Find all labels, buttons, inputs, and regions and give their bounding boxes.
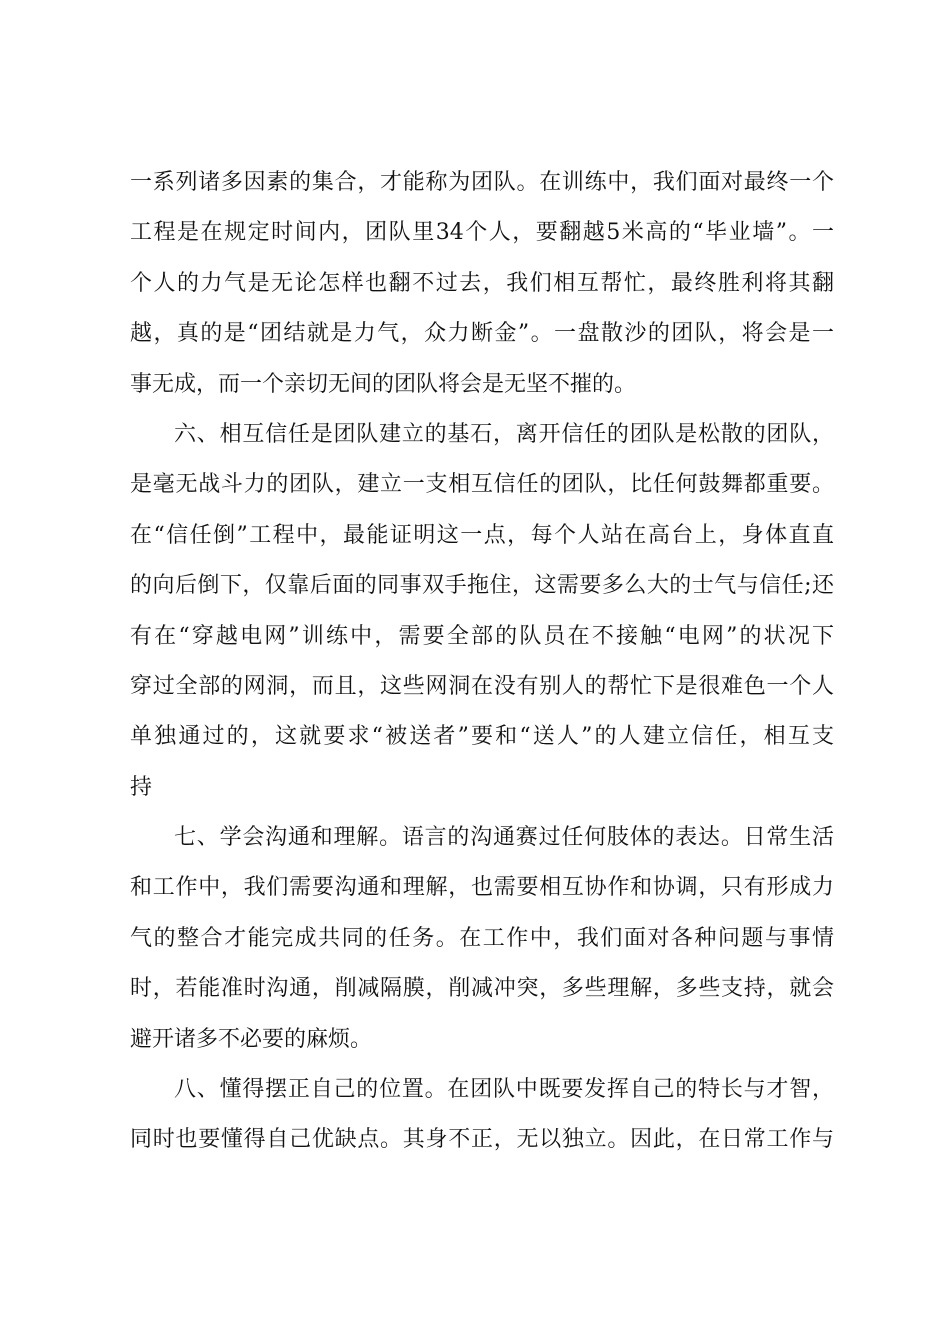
text-line: 六、相互信任是团队建立的基石，离开信任的团队是松散的团队， xyxy=(174,421,834,447)
document-page xyxy=(130,158,834,1166)
paragraph-4 xyxy=(130,1065,834,1166)
text-line: 一系列诸多因素的集合，才能称为团队。在训练中，我们面对最终一个 xyxy=(130,170,834,195)
text-line: 穿过全部的网洞，而且，这些网洞在没有别人的帮忙下是很难色一个人 xyxy=(130,673,834,699)
text-line: 单独通过的，这就要求“被送者”要和“送人”的人建立信任，相互支 xyxy=(130,724,834,750)
text-line: 在“信任倒”工程中，最能证明这一点，每个人站在高台上，身体直直 xyxy=(130,522,834,548)
text-line: 事无成，而一个亲切无间的团队将会是无坚不摧的。 xyxy=(130,371,637,397)
text-line: 的向后倒下，仅靠后面的同事双手拖住，这需要多么大的士气与信任;还 xyxy=(130,573,834,599)
text-line: 持 xyxy=(130,774,153,800)
text-line: 时，若能准时沟通，削减隔膜，削减冲突，多些理解，多些支持，就会 xyxy=(130,976,834,1002)
text-line: 工程是在规定时间内，团队里34个人，要翻越5米高的“毕业墙”。一 xyxy=(130,220,834,246)
text-line: 同时也要懂得自己优缺点。其身不正，无以独立。因此，在日常工作与 xyxy=(130,1127,834,1153)
text-line: 八、懂得摆正自己的位置。在团队中既要发挥自己的特长与才智， xyxy=(174,1077,834,1103)
text-line: 越，真的是“团结就是力气，众力断金”。一盘散沙的团队，将会是一 xyxy=(130,321,834,347)
text-line: 有在“穿越电网”训练中，需要全部的队员在不接触“电网”的状况下 xyxy=(130,623,834,649)
text-line: 避开诸多不必要的麻烦。 xyxy=(130,1026,373,1052)
text-line: 七、学会沟通和理解。语言的沟通赛过任何肢体的表达。日常生活 xyxy=(174,825,834,851)
text-line: 个人的力气是无论怎样也翻不过去，我们相互帮忙，最终胜利将其翻 xyxy=(130,270,834,296)
paragraph-2 xyxy=(130,410,834,813)
text-line: 气的整合才能完成共同的任务。在工作中，我们面对各种问题与事情 xyxy=(130,925,834,951)
paragraph-1 xyxy=(130,158,834,410)
paragraph-3 xyxy=(130,813,834,1065)
text-line: 是毫无战斗力的团队，建立一支相互信任的团队，比任何鼓舞都重要。 xyxy=(130,472,834,498)
text-line: 和工作中，我们需要沟通和理解，也需要相互协作和协调，只有形成力 xyxy=(130,875,834,901)
